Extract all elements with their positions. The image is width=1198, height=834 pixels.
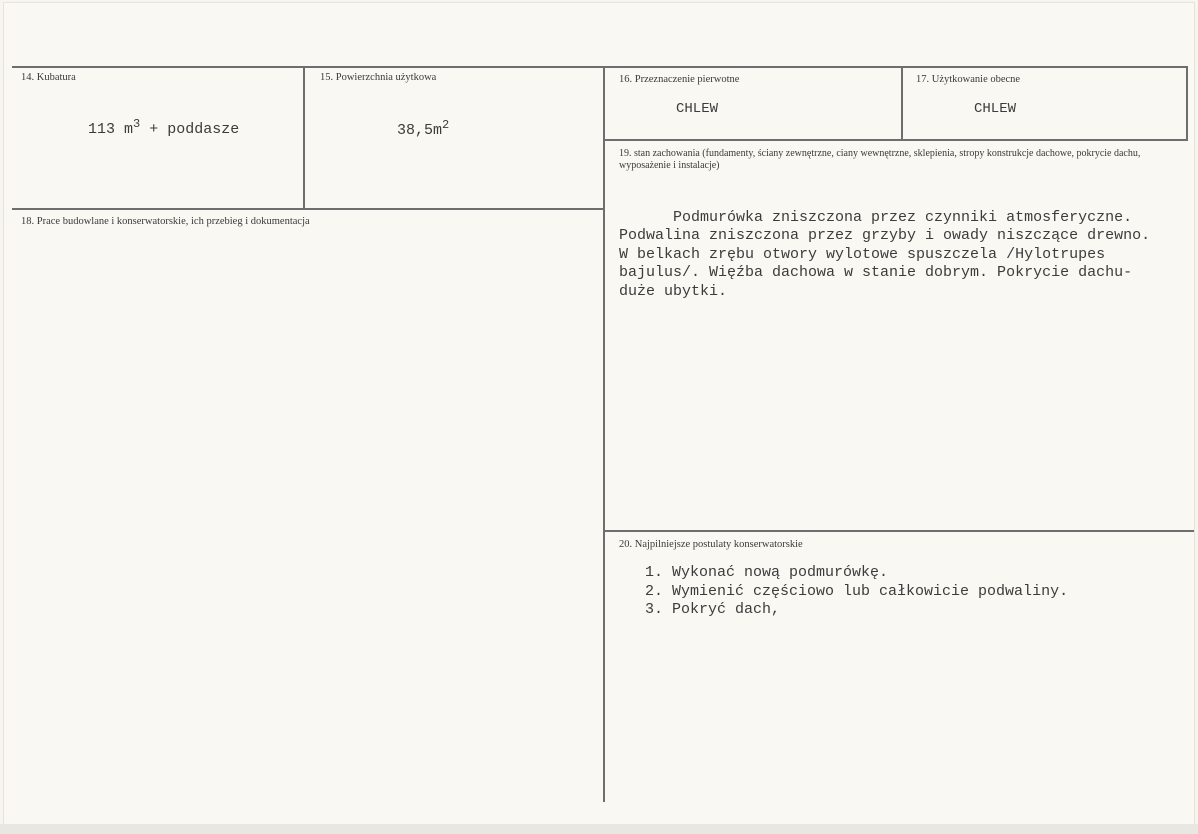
- field-20-list: [645, 564, 1068, 620]
- field-19-line: Podwalina zniszczona przez grzyby i owady niszczące drewno.: [619, 227, 1151, 244]
- col-divider-main: [603, 66, 605, 802]
- field-18-label: 18. Prace budowlane i konserwatorskie, ich przebieg i dokumentacja: [21, 216, 310, 227]
- field-19-label: 19. stan zachowania (fundamenty, ściany zewnętrzne, ciany wewnętrzne, sklepienia, stropy konstrukcje dachowe, pokrycie dachu, wyposażenie i instalacje): [619, 148, 1141, 171]
- field-16-label: 16. Przeznaczenie pierwotne: [619, 74, 740, 85]
- card-bottom-edge: [0, 824, 1198, 834]
- field20-divider: [604, 530, 1194, 532]
- field-14-value-main: 113 m: [88, 121, 134, 138]
- field-20-label: 20. Najpilniejsze postulaty konserwatorskie: [619, 539, 803, 550]
- field-14-value-exponent: 3: [133, 117, 141, 131]
- field-17-value: CHLEW: [974, 101, 1017, 117]
- field-14-value-rest: + poddasze: [140, 121, 240, 138]
- field-19-line: duże ubytki.: [619, 282, 728, 300]
- field-14-label: 14. Kubatura: [21, 72, 76, 83]
- field-15-value: [397, 118, 449, 139]
- field-15-value-main: 38,5m: [397, 122, 443, 139]
- field-17-label: 17. Użytkowanie obecne: [916, 74, 1021, 85]
- list-item: 1. Wykonać nową podmurówkę.: [645, 564, 889, 581]
- col-divider-14-15: [303, 66, 305, 210]
- list-item: 2. Wymienić częściowo lub całkowicie podwaliny.: [645, 582, 1069, 600]
- field-15-value-exponent: 2: [442, 118, 450, 132]
- top-rule: [12, 66, 1186, 68]
- field-19-line: Podmurówka zniszczona przez czynniki atmosferyczne.: [619, 208, 1133, 226]
- row1-divider-right: [604, 139, 1186, 141]
- row1-divider-left: [12, 208, 604, 210]
- list-item: 3. Pokryć dach,: [645, 601, 781, 618]
- field-15-label: 15. Powierzchnia użytkowa: [320, 72, 437, 83]
- field-19-text: [619, 190, 1194, 320]
- right-edge-rule: [1186, 66, 1188, 141]
- field-14-value: [88, 117, 239, 138]
- field-19-line: bajulus/. Więźba dachowa w stanie dobrym. Pokrycie dachu-: [619, 264, 1133, 281]
- col-divider-16-17: [901, 66, 903, 141]
- field-19-line: W belkach zrębu otwory wylotowe spuszczela /Hylotrupes: [619, 245, 1106, 263]
- field-16-value: CHLEW: [676, 101, 719, 117]
